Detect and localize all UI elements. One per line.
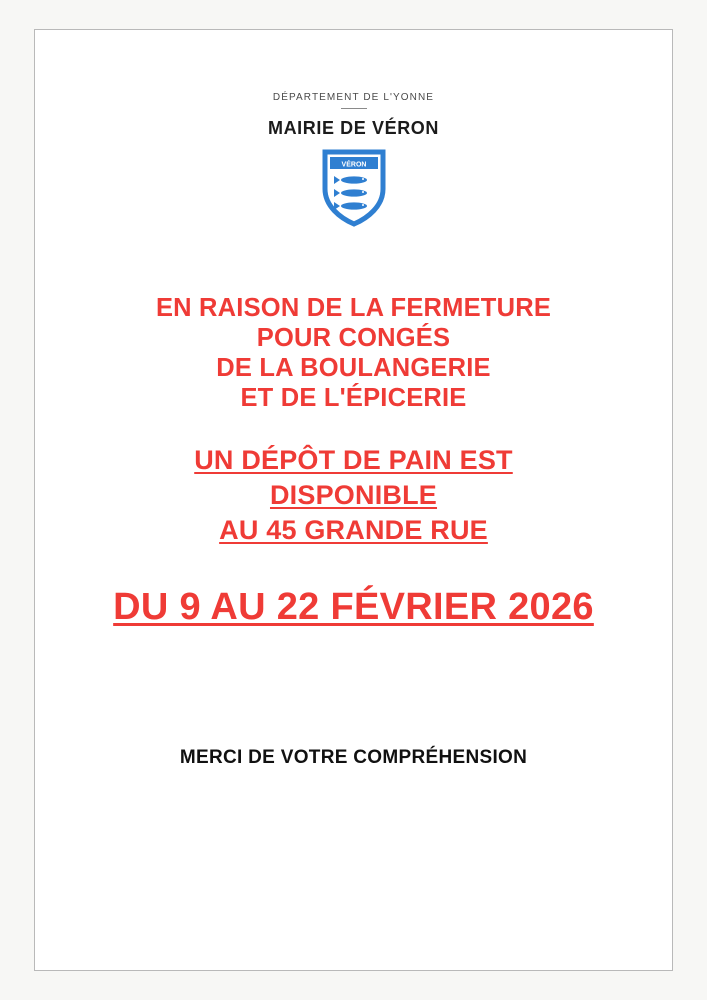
crest-container (35, 149, 672, 227)
poster-header (35, 30, 672, 227)
department-label: DÉPARTEMENT DE L'YONNE (272, 92, 435, 103)
dates-line: DU 9 AU 22 FÉVRIER 2026 (113, 586, 594, 628)
reason-line-4: ET DE L'ÉPICERIE (240, 384, 467, 412)
coat-of-arms-shield-with-three-fish-icon (322, 149, 386, 227)
closing-line: MERCI DE VOTRE COMPRÉHENSION (179, 747, 528, 768)
availability-line-3: AU 45 GRANDE RUE (219, 515, 488, 545)
town-hall-title: MAIRIE DE VÉRON (267, 118, 440, 138)
reason-line-3: DE LA BOULANGERIE (216, 354, 491, 382)
availability-line-1: UN DÉPÔT DE PAIN EST (194, 445, 513, 475)
reason-block (35, 293, 672, 413)
reason-line-1: EN RAISON DE LA FERMETURE (155, 294, 552, 322)
header-divider (341, 108, 367, 109)
poster-sheet (34, 29, 673, 971)
availability-block (35, 443, 672, 548)
reason-line-2: POUR CONGÉS (256, 324, 451, 352)
dates-block (35, 585, 672, 629)
availability-line-2: DISPONIBLE (269, 480, 438, 510)
notice-body (35, 293, 672, 629)
svg-text:VÉRON: VÉRON (341, 161, 366, 169)
